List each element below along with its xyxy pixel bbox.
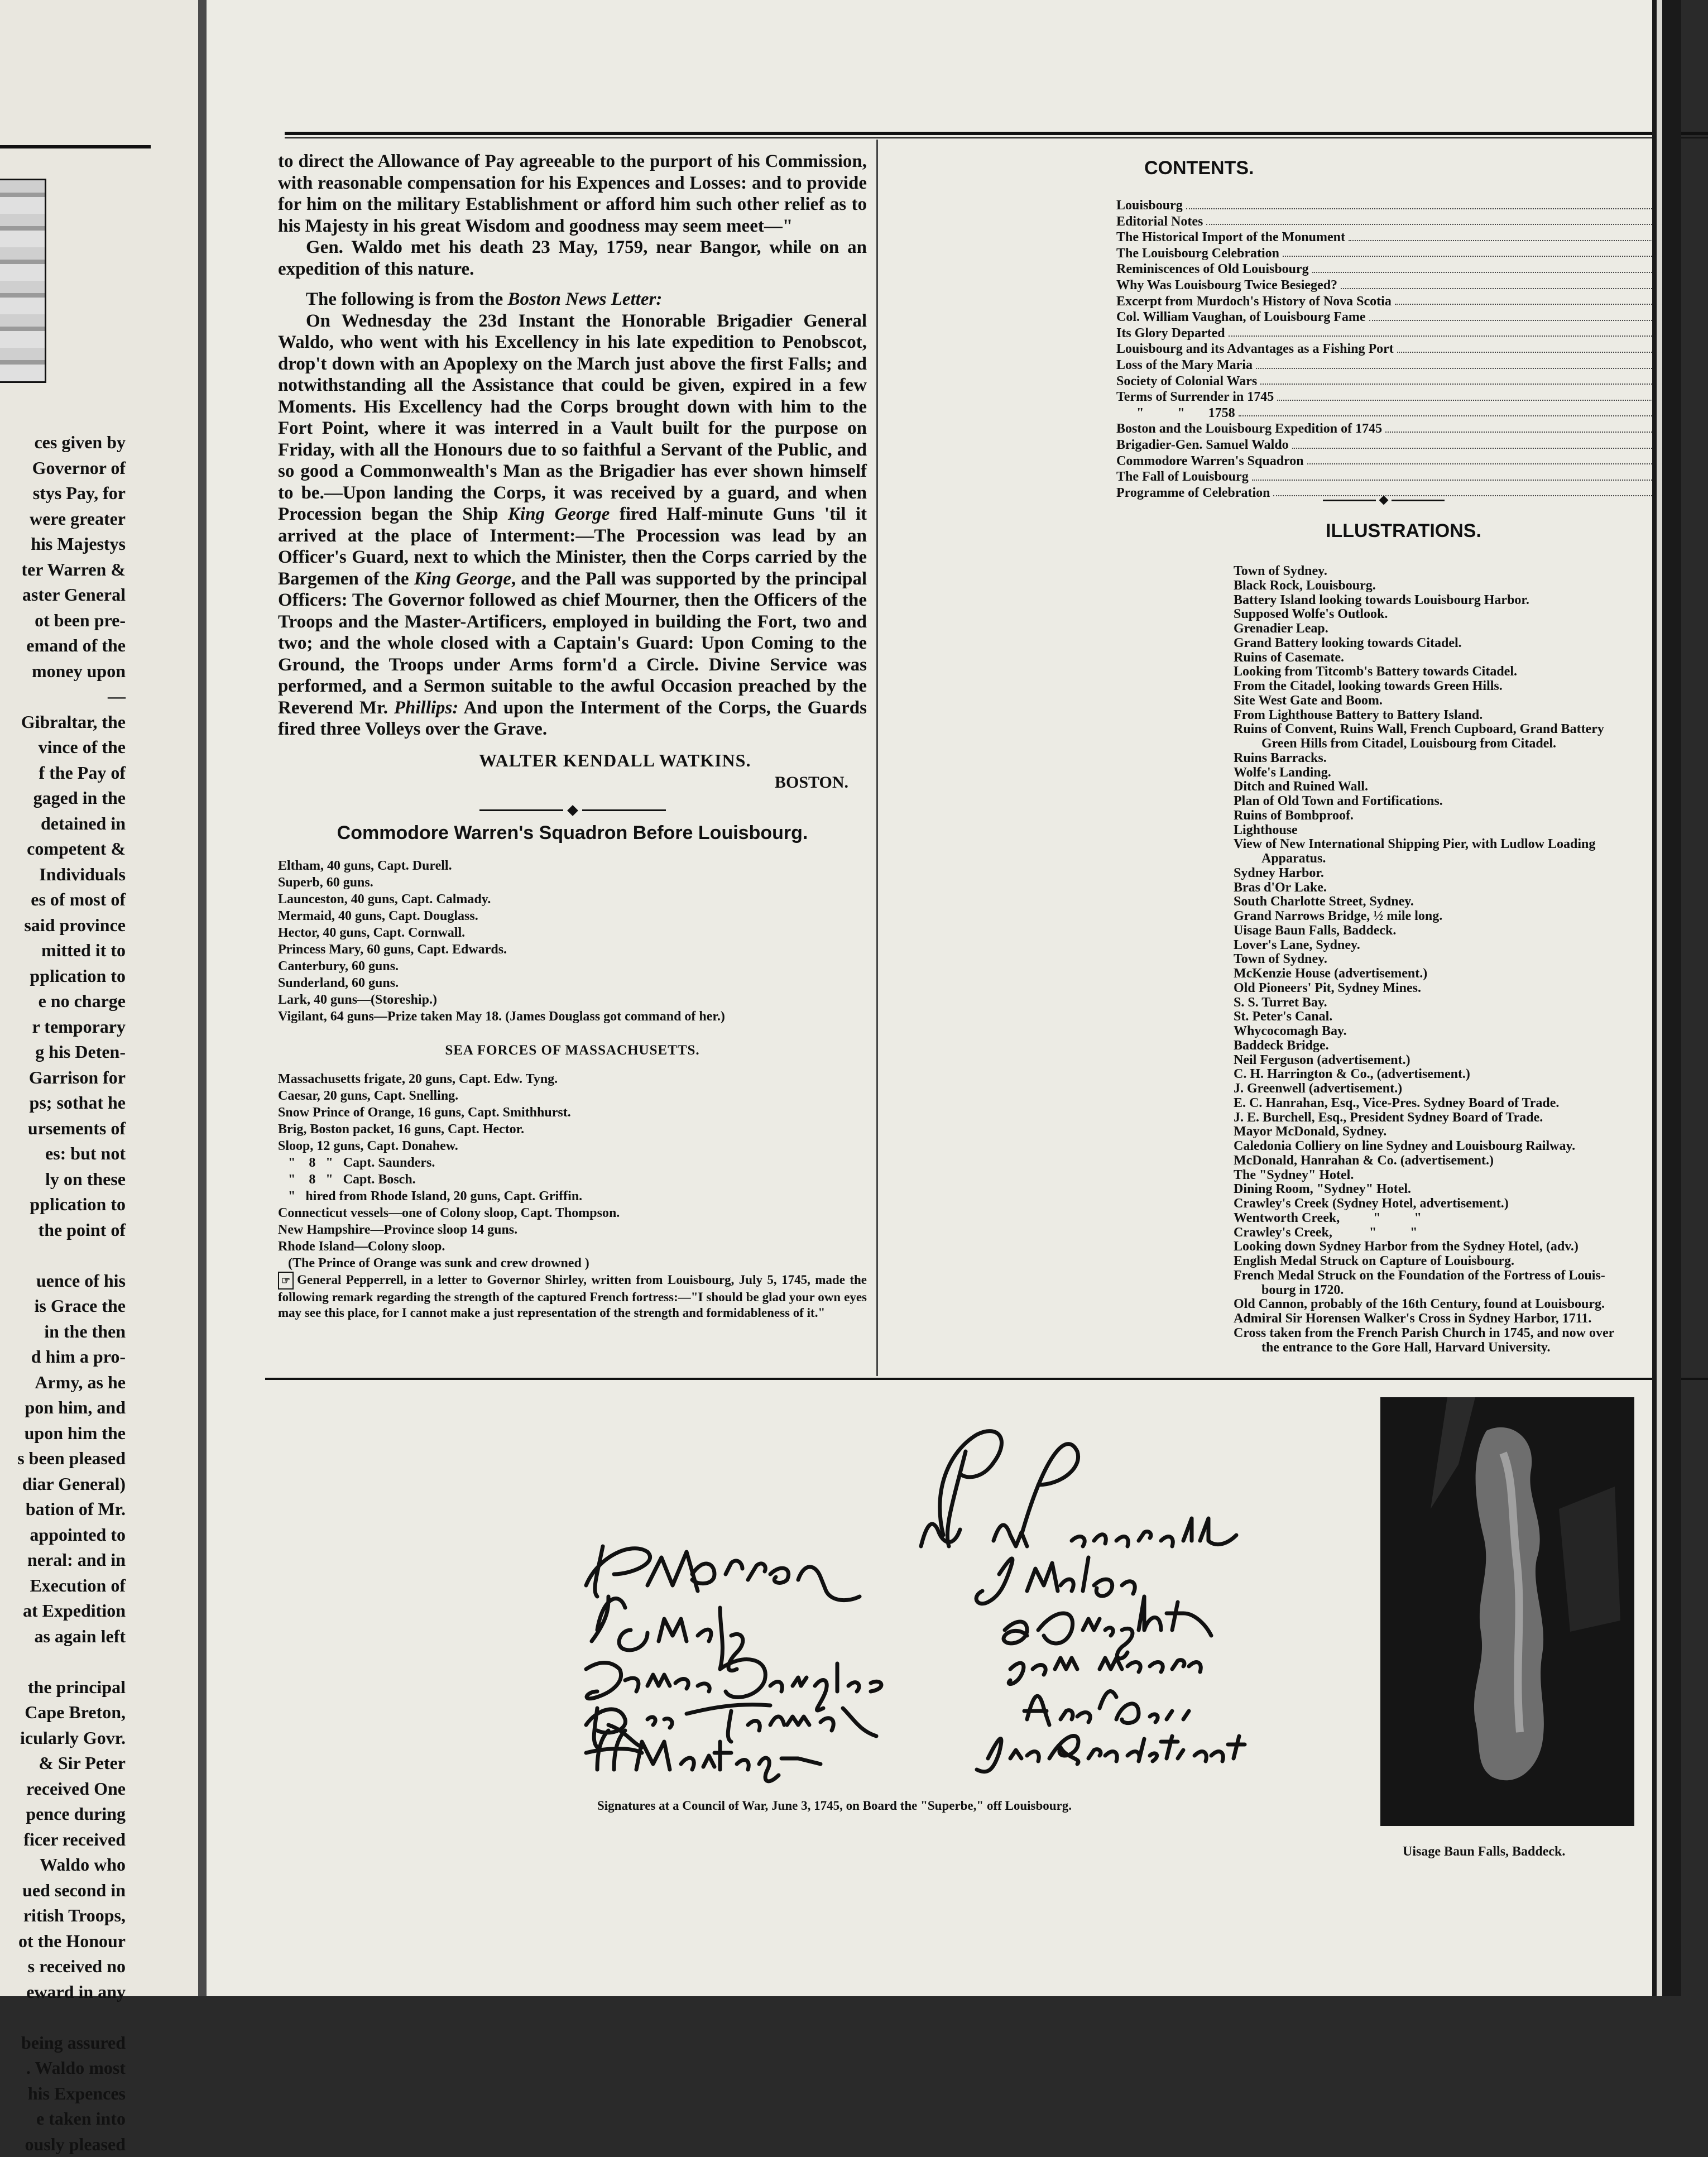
contents-leader-dots [1283,246,1654,257]
left-page-line: Gibraltar, the [0,710,126,735]
left-page-line: pon him, and [0,1395,126,1421]
ship-entry: Superb, 60 guns. [278,874,867,891]
illustration-item: Town of Sydney. [1234,952,1708,967]
illustration-item: Old Pioneers' Pit, Sydney Mines. [1234,981,1708,996]
left-page-line: competent & [0,836,126,862]
left-page-line: s been pleased [0,1446,126,1471]
left-page-line: ces given by [0,430,126,456]
contents-item [1116,405,1675,421]
left-page-line: bation of Mr. [0,1497,126,1522]
article-paragraph: On Wednesday the 23d Instant the Honorable Brigadier General Waldo, who went with his Excellency in his late expedition to Penobscot, drop't down with an Apoplexy on the March just above the first Falls; and notwithstanding all the Assistance that could be given, expired in a few Moments. His Excellency had the Corps brought down with him to the Fort Point, where it was interred in a Vault built for the purpose on Friday, with all the Honours due to so faithful a Servant of the Public, and so good a Commonwealth's Man as the Brigadier has ever shown himself to be.—Upon landing the Corps, it was received by a guard, and when Procession began the Ship King George fired Half-minute Guns 'til it arrived at the place of Interment:—The Procession was lead by an Officer's Guard, next to which the Minister, then the Corps carried by the Bargemen of the King George, and the Pall was supported by the principal Officers: The Governor followed as chief Mourner, then the Officers of the Troops and the Master-Artificers, employed in building the Fort, two and two; and the whole closed with a Captain's Guard: Upon Coming to the Ground, the Troops under Arms form'd a Circle. Divine Service was performed, and a Sermon suitable to the awful Occasion preached by the Reverend Mr. Phillips: And upon the Interment of the Corps, the Guards fired three Volleys over the Grave. [278,310,867,740]
illustration-item: Looking from Titcomb's Battery towards Citadel. [1234,665,1708,679]
contents-leader-dots [1206,214,1654,226]
pepperrell-note: ☞ General Pepperrell, in a letter to Governor Shirley, written from Louisbourg, July 5, 1745, made the following remark regarding the strength of the captured French fortress:—"I should be glad your own eyes may see this place, for I cannot make a just representation of the strength and formidableness of it." [278,1272,867,1321]
left-page-line: were greater [0,506,126,532]
left-page-line: s received no [0,1954,126,1979]
squadron-ship-list [278,857,867,1025]
left-page-line: mitted it to [0,938,126,964]
illustration-item: Supposed Wolfe's Outlook. [1234,607,1708,622]
contents-item [1116,421,1675,437]
left-page-line: ously pleased [0,2132,126,2157]
illustration-item: Green Hills from Citadel, Louisbourg from Citadel. [1234,737,1708,751]
left-page-line: vince of the [0,735,126,760]
left-page-line: e taken into [0,2106,126,2132]
illustration-item: Admiral Sir Horensen Walker's Cross in Sydney Harbor, 1711. [1234,1312,1708,1326]
sea-force-entry: Massachusetts frigate, 20 guns, Capt. Edw. Tyng. [278,1071,867,1087]
illustration-item: Black Rock, Louisbourg. [1234,579,1708,593]
left-page-line: es of most of [0,887,126,913]
contents-item-title: Louisbourg [1116,198,1183,214]
ship-entry: Eltham, 40 guns, Capt. Durell. [278,857,867,874]
left-page-line: Garrison for [0,1065,126,1091]
sea-force-entry: Connecticut vessels—one of Colony sloop, Capt. Thompson. [278,1205,867,1221]
left-page-line: appointed to [0,1522,126,1548]
signatures-image [564,1407,1267,1797]
left-page-line: as again left [0,1624,126,1650]
section-ornament [278,807,867,814]
illustration-item: Ruins of Bombproof. [1234,809,1708,823]
bottom-rule [265,1378,1708,1380]
squadron-title: Commodore Warren's Squadron Before Louisbourg. [278,822,867,844]
left-page-line: g his Deten- [0,1039,126,1065]
left-page-line: his Expences [0,2081,126,2107]
left-page-line: ued second in [0,1878,126,1904]
left-page-line: upon him the [0,1421,126,1446]
left-page-line: diar General) [0,1471,126,1497]
contents-leader-dots [1292,437,1654,449]
left-page-line: the principal [0,1675,126,1700]
illustration-item: St. Peter's Canal. [1234,1010,1708,1024]
left-page-line: Cape Breton, [0,1700,126,1725]
illustration-item: Neil Ferguson (advertisement.) [1234,1053,1708,1068]
contents-item-title: Loss of the Mary Maria [1116,357,1253,373]
ship-entry: Sunderland, 60 guns. [278,975,867,991]
illustration-item: Grand Narrows Bridge, ½ mile long. [1234,909,1708,924]
illustration-item: J. Greenwell (advertisement.) [1234,1082,1708,1096]
left-page-line: ly on these [0,1167,126,1192]
illustration-item: The "Sydney" Hotel. [1234,1168,1708,1183]
contents-list [1116,198,1675,501]
left-page-line: said province [0,913,126,938]
contents-leader-dots [1397,341,1654,353]
ship-entry: Launceston, 40 guns, Capt. Calmady. [278,891,867,908]
left-page-line: ursements of [0,1116,126,1142]
left-page-line: at Expedition [0,1598,126,1624]
left-page-line: f the Pay of [0,760,126,786]
contents-item-title: Programme of Celebration [1116,485,1270,501]
photo-caption: Uisage Baun Falls, Baddeck. [1403,1844,1565,1859]
illustration-item: Caledonia Colliery on line Sydney and Louisbourg Railway. [1234,1139,1708,1154]
left-page-line: the point of [0,1217,126,1243]
illustration-item: Ditch and Ruined Wall. [1234,780,1708,794]
sea-force-entry: Sloop, 12 guns, Capt. Donahew. [278,1138,867,1154]
sea-force-entry: " 8 " Capt. Bosch. [278,1171,867,1188]
left-page-rule [0,145,151,148]
left-page-line: stys Pay, for [0,481,126,506]
contents-leader-dots [1252,469,1654,481]
left-page-fragment [0,0,201,1996]
left-page-line: Governor of [0,456,126,481]
illustration-item: Ruins Barracks. [1234,751,1708,766]
contents-item-title: The Fall of Louisbourg [1116,469,1249,485]
article-paragraph: The following is from the Boston News Letter: [278,289,867,310]
contents-leader-dots [1385,421,1654,433]
page-gutter [198,0,207,1996]
illustration-item: Sydney Harbor. [1234,866,1708,881]
illustration-item: Old Cannon, probably of the 16th Century, found at Louisbourg. [1234,1297,1708,1312]
contents-item [1116,469,1675,485]
left-page-line: ficer received [0,1827,126,1853]
left-page-line: Individuals [0,862,126,888]
contents-item-title: Louisbourg and its Advantages as a Fishing Port [1116,341,1394,357]
illustration-item: Site West Gate and Boom. [1234,694,1708,708]
sea-force-entry: Caesar, 20 guns, Capt. Snelling. [278,1087,867,1104]
sea-force-entry: New Hampshire—Province sloop 14 guns. [278,1221,867,1238]
illustration-item: Ruins of Convent, Ruins Wall, French Cupboard, Grand Battery [1234,722,1708,737]
left-page-line: ritish Troops, [0,1903,126,1929]
illustration-item: McDonald, Hanrahan & Co. (advertisement.) [1234,1154,1708,1168]
illustration-item: Wentworth Creek, " " [1234,1211,1708,1226]
illustration-item: Crawley's Creek, " " [1234,1226,1708,1240]
sea-force-entry: " 8 " Capt. Saunders. [278,1154,867,1171]
ship-entry: Vigilant, 64 guns—Prize taken May 18. (James Douglass got command of her.) [278,1008,867,1025]
pointing-hand-icon: ☞ [278,1272,294,1290]
illustration-item: Town of Sydney. [1234,564,1708,579]
article-paragraph: Gen. Waldo met his death 23 May, 1759, near Bangor, while on an expedition of this nature. [278,237,867,280]
illustration-item: Whycocomagh Bay. [1234,1024,1708,1039]
contents-item [1116,277,1675,294]
left-page-line: icularly Govr. [0,1725,126,1751]
illustration-item: bourg in 1720. [1234,1283,1708,1298]
contents-leader-dots [1349,229,1654,241]
left-page-line: Army, as he [0,1370,126,1396]
section-ornament [1323,497,1445,504]
article-column [278,151,867,1321]
waterfall-photo [1380,1397,1634,1826]
contents-item [1116,246,1675,262]
contents-item-title: Boston and the Louisbourg Expedition of 1745 [1116,421,1382,437]
contents-item [1116,437,1675,453]
contents-item-title: " " 1758 [1116,405,1235,421]
contents-leader-dots [1307,453,1654,465]
left-page-line: ps; sothat he [0,1090,126,1116]
left-page-text-column [0,430,126,2157]
contents-leader-dots [1256,357,1654,369]
contents-item [1116,389,1675,405]
illustration-item: Lighthouse [1234,823,1708,838]
left-page-line: Waldo who [0,1852,126,1878]
left-page-line: Execution of [0,1573,126,1599]
contents-leader-dots [1229,325,1654,337]
illustrations-list [1234,564,1708,1355]
contents-leader-dots [1395,294,1654,305]
illustration-item: Mayor McDonald, Sydney. [1234,1125,1708,1139]
sea-force-entry: Brig, Boston packet, 16 guns, Capt. Hector. [278,1121,867,1138]
ship-entry: Hector, 40 guns, Capt. Cornwall. [278,924,867,941]
left-page-line: money upon [0,659,126,684]
illustration-item: Grenadier Leap. [1234,622,1708,636]
left-page-line: eward in any [0,1979,126,2005]
illustration-item: French Medal Struck on the Foundation of the Fortress of Louis- [1234,1269,1708,1283]
contents-item [1116,453,1675,469]
contents-item [1116,229,1675,246]
contents-item-title: Commodore Warren's Squadron [1116,453,1304,469]
sea-force-entry: (The Prince of Orange was sunk and crew drowned ) [278,1255,867,1272]
left-page-line: his Majestys [0,531,126,557]
top-rule-thin [285,137,1708,138]
source-title: Boston News Letter: [507,289,662,309]
ship-entry: Mermaid, 40 guns, Capt. Douglass. [278,908,867,924]
left-page-line: in the then [0,1319,126,1345]
sea-force-entry: " hired from Rhode Island, 20 guns, Capt. Griffin. [278,1188,867,1205]
illustration-item: McKenzie House (advertisement.) [1234,967,1708,981]
contents-leader-dots [1312,261,1654,273]
contents-item-title: Col. William Vaughan, of Louisbourg Fame [1116,309,1366,325]
left-page-line: pplication to [0,964,126,989]
illustration-item: English Medal Struck on Capture of Louisbourg. [1234,1254,1708,1269]
left-page-line: being assured [0,2030,126,2056]
contents-item-title: Excerpt from Murdoch's History of Nova Scotia [1116,294,1392,310]
contents-title: CONTENTS. [1144,157,1254,179]
illustration-item: E. C. Hanrahan, Esq., Vice-Pres. Sydney Board of Trade. [1234,1096,1708,1111]
sea-force-entry: Snow Prince of Orange, 16 guns, Capt. Smithhurst. [278,1104,867,1121]
illustration-item: Wolfe's Landing. [1234,766,1708,780]
left-page-line: emand of the [0,633,126,659]
contents-item-title: Its Glory Departed [1116,325,1225,342]
scan-edge [1652,0,1681,1996]
article-paragraph: to direct the Allowance of Pay agreeable to the purport of his Commission, with reasonable compensation for his Expences and Losses: and to provide for him on the military Establishment or afford him such other relief as to his Majesty in his great Wisdom and goodness may seem meet—" [278,151,867,237]
illustration-item: Dining Room, "Sydney" Hotel. [1234,1182,1708,1197]
contents-leader-dots [1277,389,1654,401]
column-rule [876,140,878,1376]
illustrations-title: ILLUSTRATIONS. [1326,520,1481,542]
contents-item-title: Society of Colonial Wars [1116,373,1257,390]
left-page-line: detained in [0,811,126,837]
contents-leader-dots [1273,485,1654,497]
illustration-item: Uisage Baun Falls, Baddeck. [1234,924,1708,938]
contents-leader-dots [1260,373,1654,385]
illustration-item: Apparatus. [1234,852,1708,866]
contents-leader-dots [1186,198,1654,209]
ship-entry: Canterbury, 60 guns. [278,958,867,975]
sea-force-entry: Rhode Island—Colony sloop. [278,1238,867,1255]
illustration-item: Grand Battery looking towards Citadel. [1234,636,1708,651]
contents-leader-dots [1239,405,1654,417]
contents-item [1116,357,1675,373]
left-page-line: received One [0,1776,126,1802]
top-rule [285,132,1708,135]
left-page-line [0,1649,126,1675]
left-page-line: gaged in the [0,785,126,811]
contents-item [1116,309,1675,325]
contents-item [1116,341,1675,357]
contents-item-title: Brigadier-Gen. Samuel Waldo [1116,437,1289,453]
contents-item [1116,325,1675,342]
left-page-line: ot been pre- [0,608,126,634]
illustration-item: Plan of Old Town and Fortifications. [1234,794,1708,809]
illustration-item: View of New International Shipping Pier, with Ludlow Loading [1234,837,1708,852]
left-page-line: pence during [0,1801,126,1827]
illustration-item: Looking down Sydney Harbor from the Sydney Hotel, (adv.) [1234,1240,1708,1254]
left-page-line [0,2005,126,2030]
illustration-item: J. E. Burchell, Esq., President Sydney Board of Trade. [1234,1111,1708,1125]
left-page-line: ter Warren & [0,557,126,583]
left-page-line: is Grace the [0,1293,126,1319]
illustration-item: South Charlotte Street, Sydney. [1234,895,1708,909]
illustration-item: Cross taken from the French Parish Church in 1745, and now over [1234,1326,1708,1341]
contents-item [1116,214,1675,230]
contents-item [1116,198,1675,214]
left-page-line: pplication to [0,1192,126,1217]
left-page-line: r temporary [0,1014,126,1040]
contents-item [1116,294,1675,310]
newspaper-page [207,0,1652,1996]
left-page-line: aster General [0,582,126,608]
illustration-item: Baddeck Bridge. [1234,1039,1708,1053]
illustration-item: Bras d'Or Lake. [1234,881,1708,895]
left-page-line: . Waldo most [0,2055,126,2081]
illustration-item: From the Citadel, looking towards Green Hills. [1234,679,1708,694]
ship-entry: Princess Mary, 60 guns, Capt. Edwards. [278,941,867,958]
article-author: WALTER KENDALL WATKINS. [479,750,867,771]
left-page-line: d him a pro- [0,1344,126,1370]
contents-item [1116,261,1675,277]
contents-leader-dots [1369,309,1654,321]
illustration-item: Battery Island looking towards Louisbourg Harbor. [1234,593,1708,608]
illustration-item: the entrance to the Gore Hall, Harvard University. [1234,1341,1708,1355]
illustration-item: Ruins of Casemate. [1234,651,1708,665]
left-page-photo [0,179,46,383]
contents-item-title: The Historical Import of the Monument [1116,229,1345,246]
contents-item-title: Editorial Notes [1116,214,1203,230]
left-page-line: uence of his [0,1268,126,1294]
contents-leader-dots [1341,277,1654,289]
left-page-line: neral: and in [0,1547,126,1573]
contents-item-title: Terms of Surrender in 1745 [1116,389,1274,405]
sea-forces-list [278,1071,867,1272]
contents-item-title: Why Was Louisbourg Twice Besieged? [1116,277,1337,294]
left-page-line: & Sir Peter [0,1751,126,1776]
illustration-item: From Lighthouse Battery to Battery Island. [1234,708,1708,723]
sea-forces-title: SEA FORCES OF MASSACHUSETTS. [278,1043,867,1058]
illustration-item: S. S. Turret Bay. [1234,996,1708,1010]
ship-entry: Lark, 40 guns—(Storeship.) [278,991,867,1008]
contents-item [1116,373,1675,390]
contents-item-title: Reminiscences of Old Louisbourg [1116,261,1309,277]
illustration-item: Lover's Lane, Sydney. [1234,938,1708,953]
left-page-line: es: but not [0,1141,126,1167]
article-author-place: BOSTON. [775,773,867,792]
illustration-item: C. H. Harrington & Co., (advertisement.) [1234,1067,1708,1082]
left-page-line: e no charge [0,989,126,1014]
illustration-item: Crawley's Creek (Sydney Hotel, advertisement.) [1234,1197,1708,1211]
contents-item-title: The Louisbourg Celebration [1116,246,1279,262]
left-page-line: — [0,684,126,710]
left-page-line [0,1243,126,1268]
signatures-caption: Signatures at a Council of War, June 3, 1745, on Board the "Superbe," off Louisbourg. [597,1799,1072,1813]
left-page-line: ot the Honour [0,1929,126,1954]
